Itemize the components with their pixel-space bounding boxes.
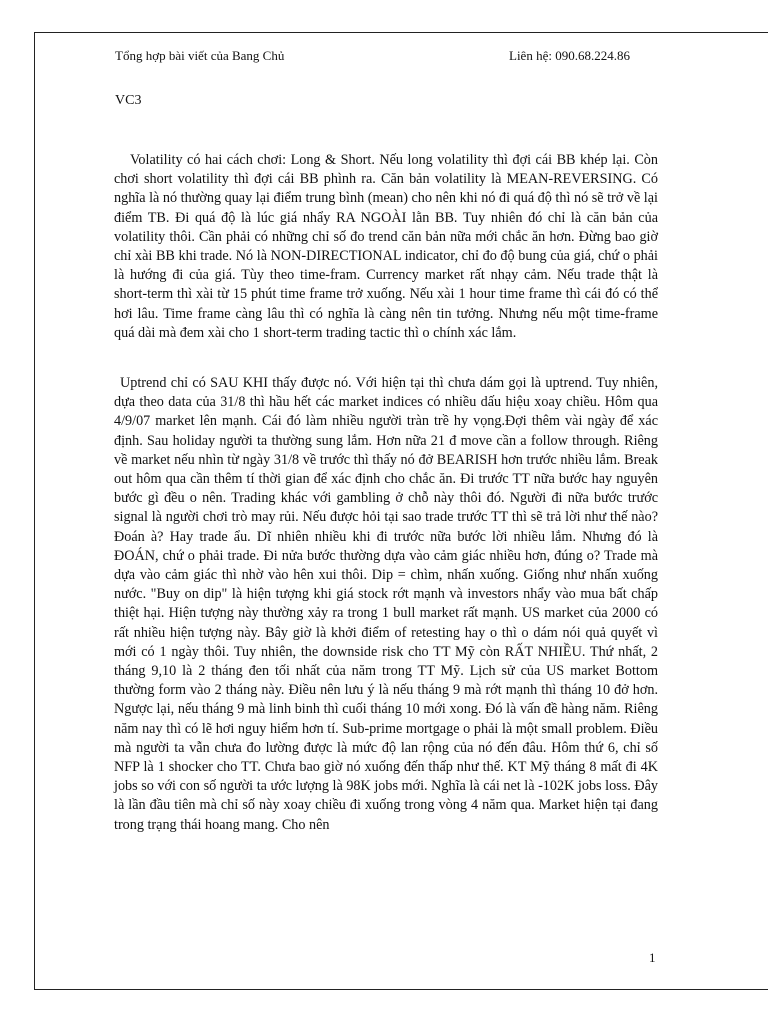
document-code: VC3 [115,93,142,108]
paragraph-uptrend: Uptrend chỉ có SAU KHI thấy được nó. Với hiện tại thì chưa dám gọi là uptrend. Tuy nhiên, dựa theo data của 31/8 thì hầu hết các market indices có nhiều dấu hiệu xoay chiều. Hôm qua 4/9/07 market lên mạnh. Cái đó làm nhiều người tràn trề hy vọng.Đợi thêm vài ngày để xác định. Sau holiday người ta thường sung lắm. Hơn nữa 21 đ move cần a follow through. Riêng về market nếu nhìn từ ngày 31/8 về trước thì thấy nó đở BEARISH hơn trước nhiều lắm. Break out hôm qua cần thêm tí thời gian để xác định cho chắc ăn. Đi trước TT nữa bước hay nguyên bước gì đều o nên. Trading khác với gambling ở chỗ này thôi đó. Người đi nữa bước trước signal là người chơi trò may rủi. Nếu được hỏi tại sao trade trước TT thì sẽ trả lời như thế nào? Đoán à? Hay trade ẩu. Dĩ nhiên nhiều khi đi trước nữa bước lời nhiều lắm. Nhưng đó là ĐOÁN, chứ o phải trade. Đi nửa bước thường dựa vào cảm giác nhiều hơn, đúng o? Trade mà dựa vào cảm giác thì nhờ vào hên xui thôi. Dip = chìm, nhấn xuống. Giống như nhấn xuống nước. "Buy on dip" là hiện tượng khi giá stock rớt mạnh và investors nhẩy vào mua bất chấp thiệt hại. Hiện tượng này thường xảy ra trong 1 bull market rất mạnh. US market của 2000 có rất nhiều hiện tượng này. Bây giờ là khởi điểm of retesting hay o thì o dám nói quả quyết vì mới có 1 ngày thôi. Tuy nhiên, the downside risk cho TT Mỹ còn RẤT NHIỀU. Thứ nhất, 2 tháng 9,10 là 2 tháng đen tối nhất của năm trong TT Mỹ. Lịch sử của US market Bottom thường form vào 2 tháng này. Điều nên lưu ý là nếu tháng 9 mà rớt mạnh thì tháng 10 đở hơn. Ngược lại, nếu tháng 9 mà linh binh thì cuối tháng 10 mới xong. Đó là vấn đề hàng năm. Riêng năm nay thì có lẽ hơi nguy hiểm hơn tí. Sub-prime mortgage o phải là một small problem. Điều mà người ta vẫn chưa đo lường được là mức độ lan rộng của nó đến đâu. Hôm thứ 6, chỉ số NFP là 1 shocker cho TT. Chưa bao giờ nó xuống đến thấp như thế. KT Mỹ tháng 8 mất đi 4K jobs so với con số người ta ước lượng là 98K jobs mới. Nghĩa là cái net là -102K jobs loss. Đây là lần đầu tiên mà chỉ số này xoay chiều đi xuống trong vòng 4 năm qua. Market hiện tại đang trong trạng thái hoang mang. Cho nên [114,375,658,833]
header-contact: Liên hệ: 090.68.224.86 [509,48,630,63]
document-page [34,32,768,990]
paragraph-volatility: Volatility có hai cách chơi: Long & Short. Nếu long volatility thì đợi cái BB khép lại. Còn chơi short volatility thì đợi cái BB phình ra. Căn bản volatility là MEAN-REVERSING. Có nghĩa là nó thường quay lại điểm trung bình (mean) cho nên khi nó đi quá độ thì nó sẽ trở về lại điểm TB. Đi quá độ là lúc giá nhẩy RA NGOÀI lằn BB. Tuy nhiên đó chỉ là căn bản của volatility thôi. Cần phải có những chỉ số đo trend căn bản nữa mới chắc ăn hơn. Đừng bao giờ chỉ xài BB khi trade. Nó là NON-DIRECTIONAL indicator, chỉ đo độ bung của giá, chứ o phải là hướng đi của giá. Tùy theo time-fram. Currency market rất nhạy cảm. Nếu trade thật là short-term thì xài từ 15 phút time frame trở xuống. Nếu xài 1 hour time frame thì cái đó có thể hơi lâu. Time frame càng lâu thì có nghĩa là càng nên tin tưởng. Nhưng nếu một time-frame quá dài mà đem xài cho 1 short-term trading tactic thì o chính xác lắm. [114,152,658,341]
page-number: 1 [649,950,656,965]
header-author: Tổng hợp bài viết của Bang Chủ [115,48,285,63]
